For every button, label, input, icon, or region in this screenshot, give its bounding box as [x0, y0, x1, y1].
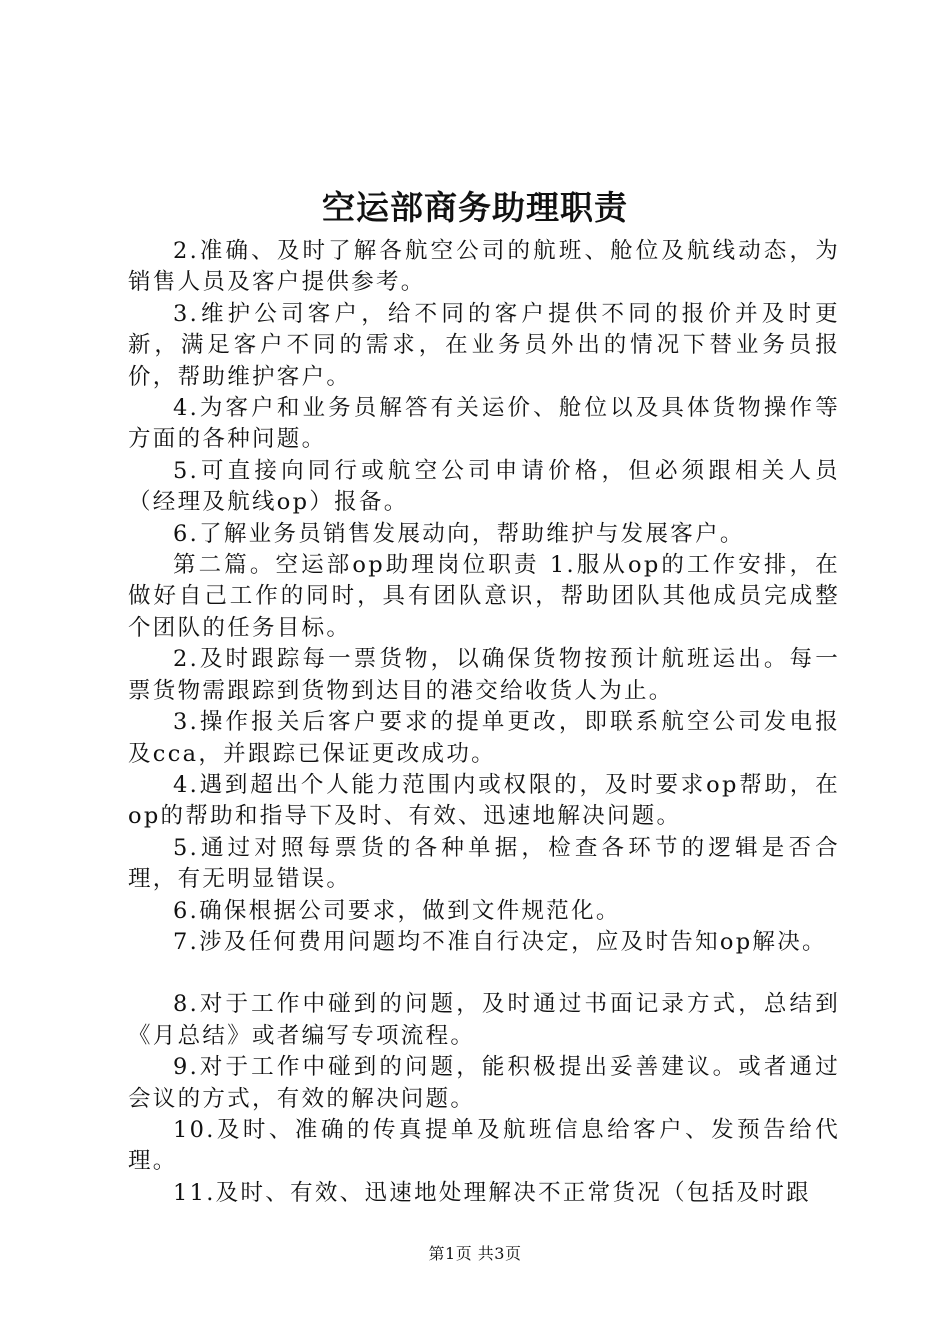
paragraph: 8.对于工作中碰到的问题，及时通过书面记录方式，总结到《月总结》或者编写专项流程。 — [128, 991, 840, 1049]
paragraph: 2.准确、及时了解各航空公司的航班、舱位及航线动态，为销售人员及客户提供参考。 — [128, 238, 840, 296]
document-title: 空运部商务助理职责 — [322, 188, 628, 227]
paragraph: 第二篇。空运部op助理岗位职责 1.服从op的工作安排，在做好自己工作的同时，具有团队意识，帮助团队其他成员完成整个团队的任务目标。 — [128, 552, 840, 641]
paragraph: 3.操作报关后客户要求的提单更改，即联系航空公司发电报及cca，并跟踪已保证更改成功。 — [128, 709, 840, 767]
paragraph: 10.及时、准确的传真提单及航班信息给客户、发预告给代理。 — [128, 1116, 840, 1175]
paragraph: 7.涉及任何费用问题均不准自行决定，应及时告知op解决。 — [173, 928, 827, 955]
paragraph: 3.维护公司客户，给不同的客户提供不同的报价并及时更新，满足客户不同的需求，在业务员外出的情况下替业务员报价，帮助维护客户。 — [128, 300, 840, 390]
page-footer: 第1页 共3页 — [428, 1244, 522, 1263]
paragraph: 4.遇到超出个人能力范围内或权限的，及时要求op帮助，在op的帮助和指导下及时、有效、迅速地解决问题。 — [128, 771, 840, 830]
paragraph: 6.了解业务员销售发展动向，帮助维护与发展客户。 — [173, 520, 745, 547]
paragraph: 11.及时、有效、迅速地处理解决不正常货况（包括及时跟 — [173, 1179, 811, 1206]
paragraph: 6.确保根据公司要求，做到文件规范化。 — [173, 897, 621, 924]
paragraph: 9.对于工作中碰到的问题，能积极提出妥善建议。或者通过会议的方式，有效的解决问题。 — [128, 1054, 840, 1112]
paragraph: 5.可直接向同行或航空公司申请价格，但必须跟相关人员（经理及航线op）报备。 — [128, 457, 840, 516]
document-body — [128, 236, 840, 1209]
paragraph: 2.及时跟踪每一票货物，以确保货物按预计航班运出。每一票货物需跟踪到货物到达目的港交给收货人为止。 — [128, 646, 840, 704]
paragraph: 5.通过对照每票货的各种单据，检查各环节的逻辑是否合理，有无明显错误。 — [128, 834, 840, 893]
paragraph: 4.为客户和业务员解答有关运价、舱位以及具体货物操作等方面的各种问题。 — [128, 395, 840, 453]
